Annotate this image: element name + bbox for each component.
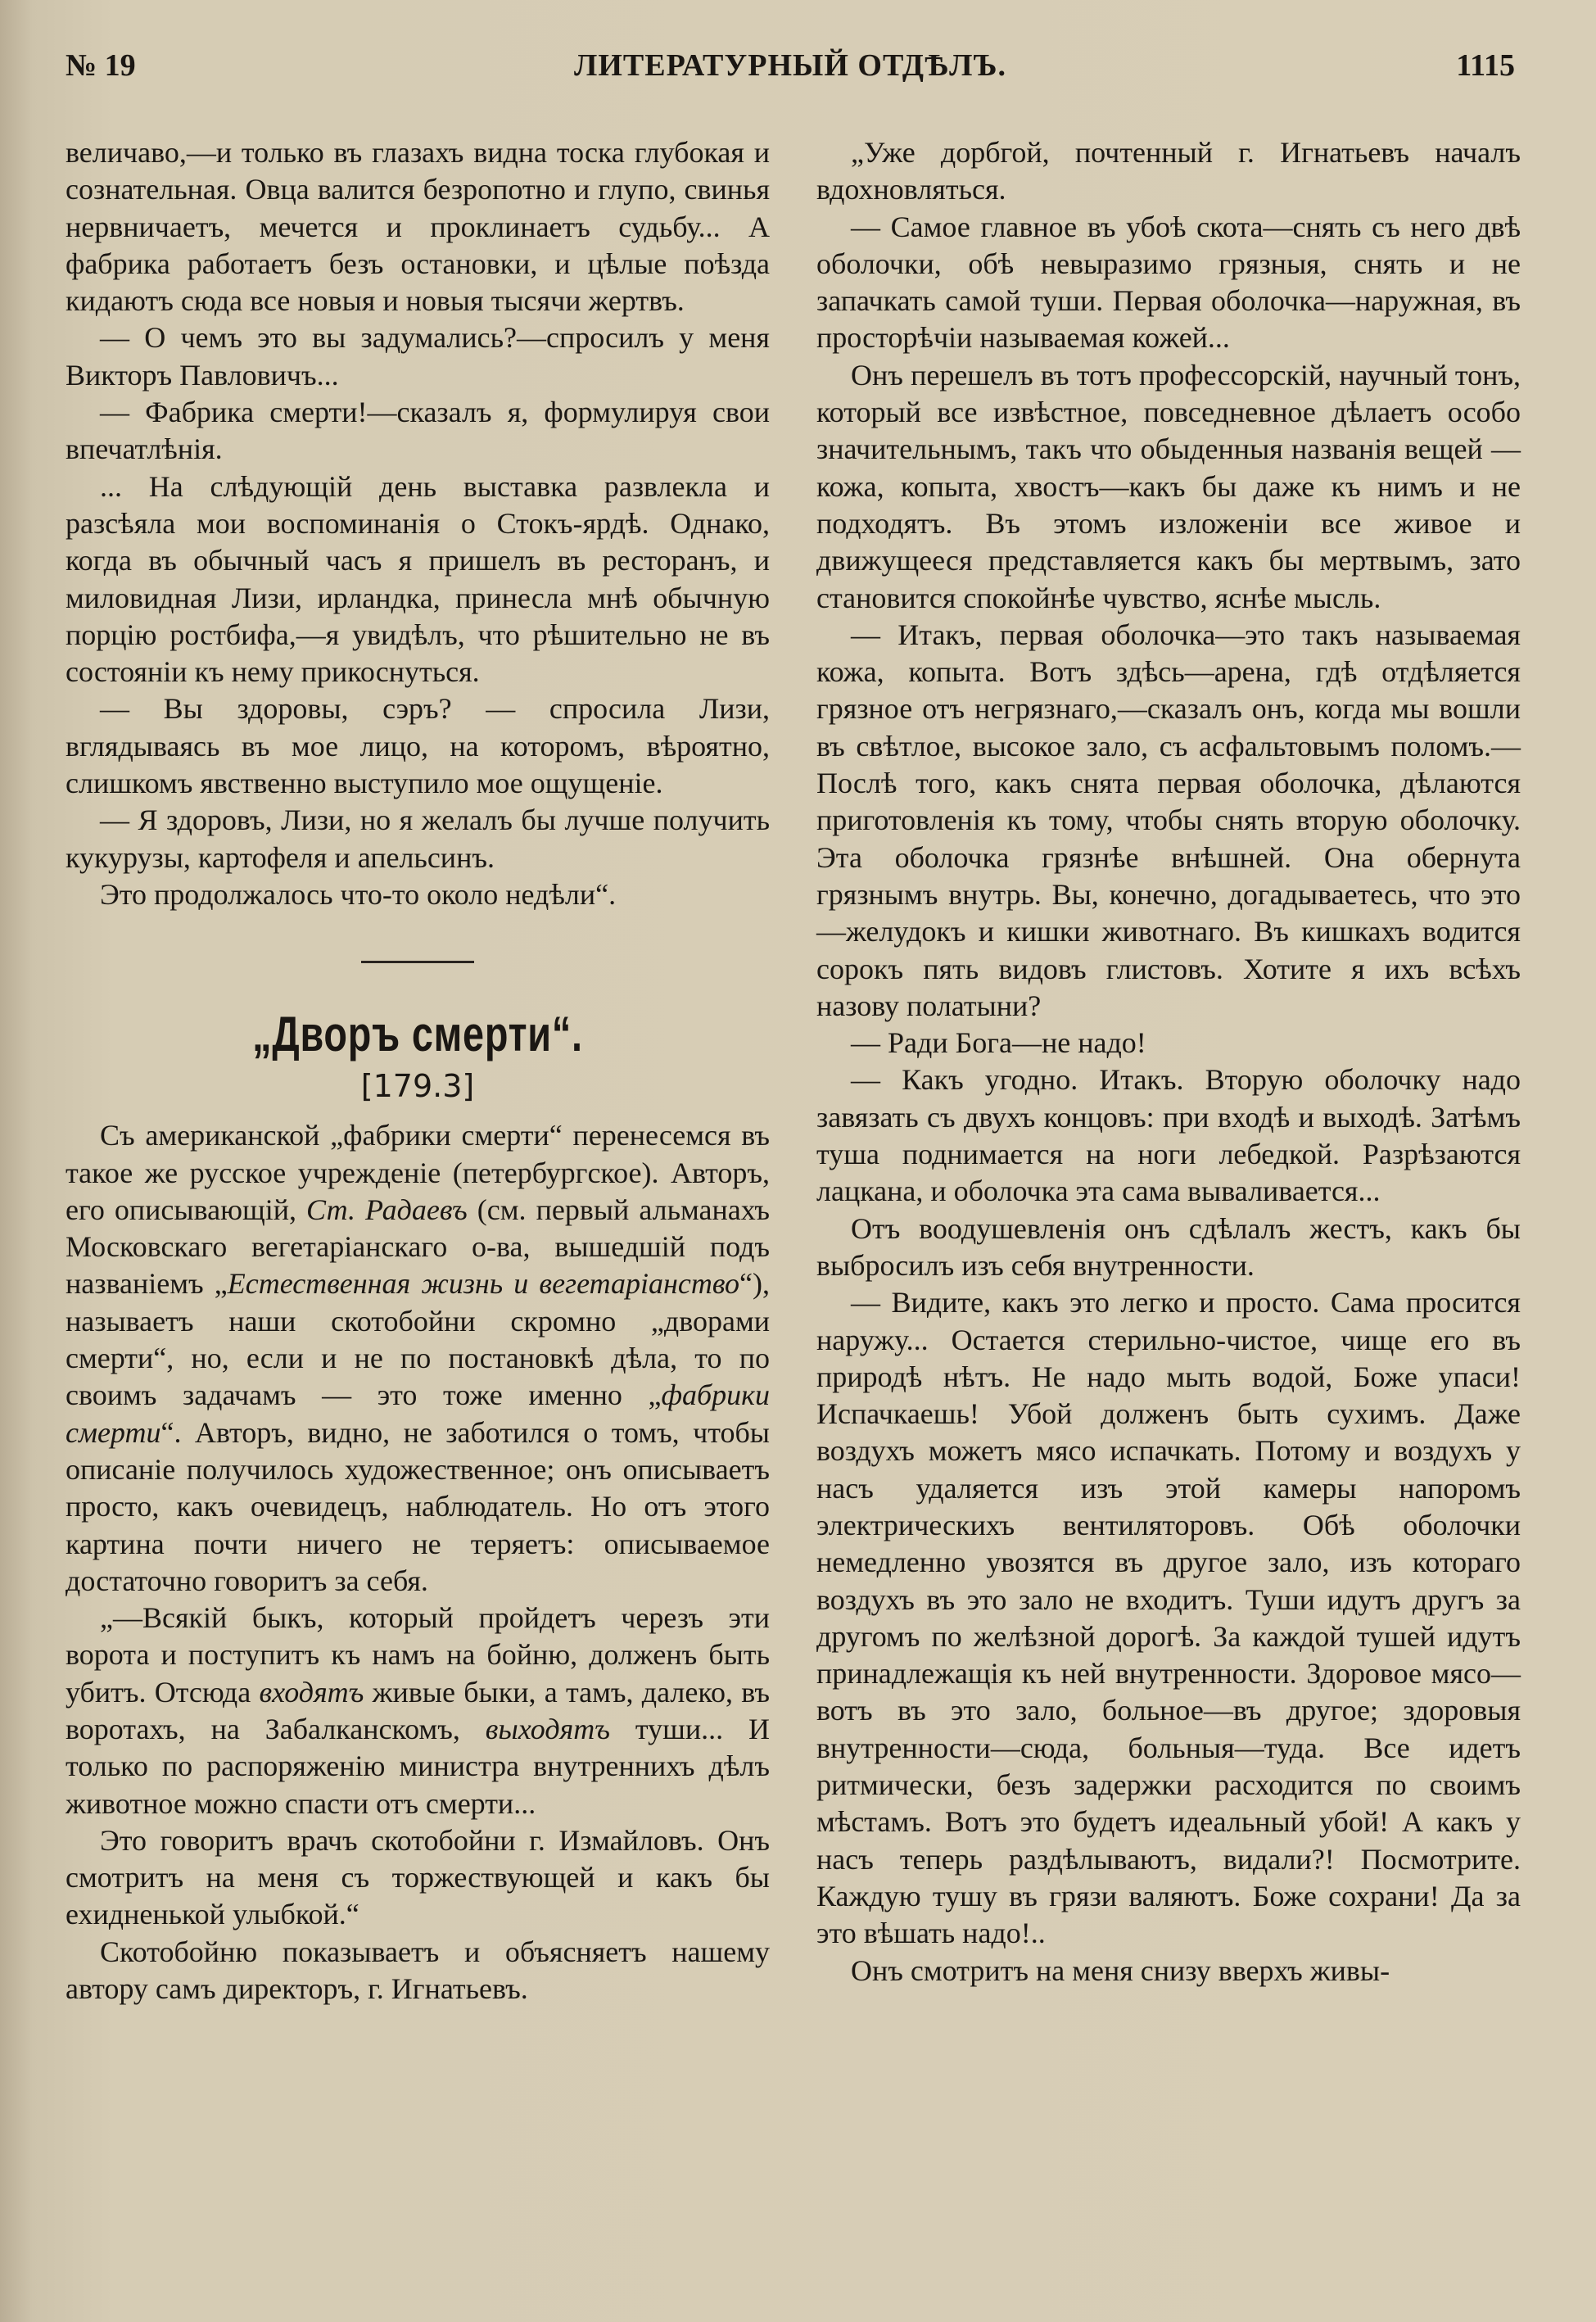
paragraph: — Какъ угодно. Итакъ. Вторую оболочку надо завязать съ двухъ концовъ: при входѣ и выходѣ. Затѣмъ туша поднимается на ноги лебедкой. Разрѣзаются лацкана, и оболочка эта сама вываливается... [816,1063,1521,1208]
paragraph: Скотобойню показываетъ и объясняетъ нашему автору самъ директоръ, г. Игнатьевъ. [66,1935,770,2006]
text-run: (см. первый альманахъ Московскаго вегетаріанскаго о-ва, вышедшій подъ названіемъ „ [66,1193,771,1301]
paragraph: величаво,—и только въ глазахъ видна тоска глубокая и сознательная. Овца валится безропотно и глупо, свинья нервничаетъ, мечется и проклинаетъ судьбу... А фабрика работаетъ безъ остановки, и цѣлые поѣзда кидаютъ сюда все новыя и новыя тысячи жертвъ. [66,136,770,318]
paragraph: — О чемъ это вы задумались?—спросилъ у меня Викторъ Павловичъ... [66,321,770,392]
paragraph: Это продолжалось что-то около недѣли“. [100,877,617,911]
issue-number: № 19 [66,48,136,83]
paragraph: Онъ перешелъ въ тотъ профессорскій, научный тонъ, который все извѣстное, повседневное дѣлаетъ особо значительнымъ, такъ что обыденныя названія вещей — кожа, копыта, хвостъ—какъ бы даже къ нимъ и не подходятъ. Въ этомъ изложеніи все живое и движущееся представляется какъ бы мертвымъ, зато становится спокойнѣе чувство, яснѣе мысль. [816,358,1521,614]
page-number: 1115 [1456,48,1515,83]
paragraph: Онъ смотритъ на меня снизу вверхъ живы- [851,1953,1390,1987]
paragraph: Это говоритъ врачъ скотобойни г. Измайловъ. Онъ смотритъ на меня съ торжествующей и какъ бы ехидненькой улыбкой.“ [66,1823,770,1931]
paragraph: — Вы здоровы, сэръ? — спросила Лизи, вглядываясь въ мое лицо, на которомъ, вѣроятно, слишкомъ явственно выступило мое ощущеніе. [66,692,770,800]
text-run: живые быки, а тамъ, далеко, въ воротахъ, на Забалканскомъ, [66,1675,770,1745]
text-run: “. Авторъ, видно, не заботился о томъ, чтобы описаніе получилось художественное; онъ описываетъ просто, какъ очевидецъ, наблюдатель. Но отъ этого картина почти ничего не теряетъ: описываемое достаточно говоритъ за себя. [66,1415,770,1597]
section-running-title: ЛИТЕРАТУРНЫЙ ОТДѢЛЪ. [574,48,1006,83]
right-column [816,134,1521,1989]
section-divider [361,961,474,963]
paragraph: — Итакъ, первая оболочка—это такъ называемая кожа, копыта. Вотъ здѣсь—арена, гдѣ отдѣляется грязное отъ негрязнаго,—сказалъ онъ, когда мы вошли въ свѣтлое, высокое зало, съ асфальтовымъ поломъ.—Послѣ того, какъ снята первая оболочка, дѣлаются приготовленія къ тому, чтобы снять вторую оболочку. Эта оболочка грязнѣе внѣшней. Она обернута грязнымъ внутрь. Вы, конечно, догадываетесь, что это—желудокъ и кишки животнаго. Въ кишкахъ водится сорокъ пять видовъ глистовъ. Хотите я ихъ всѣхъ назову полатыни? [816,618,1521,1022]
paragraph: ... На слѣдующій день выставка развлекла и разсѣяла мои воспоминанія о Стокъ-ярдѣ. Однако, когда въ обычный часъ я пришелъ въ ресторанъ, и миловидная Лизи, ирландка, принесла мнѣ обычную порцію ростбифа,—я увидѣлъ, что рѣшительно не въ состояніи къ нему прикоснуться. [66,469,770,689]
emphasis: выходятъ [485,1712,610,1745]
paragraph: — Самое главное въ убоѣ скота—снять съ него двѣ оболочки, обѣ невыразимо грязныя, снять и не запачкать самой туши. Первая оболочка—наружная, въ просторѣчіи называемая кожей... [816,210,1521,355]
paragraph: „Уже дорбгой, почтенный г. Игнатьевъ началъ вдохновляться. [816,136,1521,206]
text-run: „—Всякій быкъ, который пройдетъ черезъ эти ворота и поступитъ къ намъ на бойню, долженъ быть убитъ. Отсюда [66,1601,770,1709]
paragraph: — Я здоровъ, Лизи, но я желалъ бы лучше получить кукурузы, картофеля и апельсинъ. [66,803,770,874]
text-run: “), называетъ наши скотобойни скромно „дворами смерти“, но, если и не по постановкѣ дѣла, то по своимъ задачамъ — это тоже именно „ [66,1267,770,1412]
section-code: [179.3] [360,1068,475,1105]
text-run: туши... И только по распоряженію министра внутреннихъ дѣлъ животное можно спасти отъ смерти... [66,1712,770,1820]
emphasis: фабрики смерти [66,1378,770,1449]
text-run: Съ американской „фабрики смерти“ перенесемся въ такое же русское учрежденіе (петербургское). Авторъ, его описывающій, [66,1119,770,1226]
running-head [66,48,1515,97]
left-column [66,134,770,2007]
emphasis: входятъ [259,1675,364,1709]
author-name: Ст. Радаевъ [306,1193,468,1226]
paragraph: — Видите, какъ это легко и просто. Сама просится наружу... Остается стерильно-чистое, чище его въ природѣ нѣтъ. Не надо мыть водой, Боже упаси! Испачкаешь! Убой долженъ быть сухимъ. Даже воздухъ можетъ мясо испачкать. Потому и воздухъ у насъ удаляется изъ этой камеры напоромъ электрическихъ вентиляторовъ. Обѣ оболочки немедленно увозятся въ другое зало, изъ котораго воздухъ въ это зало не входитъ. Туши идутъ другъ за другомъ по желѣзной дорогѣ. За каждой тушей идутъ принадлежащія къ ней внутренности. Здоровое мясо—вотъ въ это зало, больное—въ другое; здоровыя внутренности—сюда, больныя—туда. Все идетъ ритмически, безъ задержки расходится по своимъ мѣстамъ. Вотъ это будетъ идеальный убой! А какъ у насъ теперь раздѣлываютъ, видали?! Посмотрите. Каждую тушу въ грязи валяютъ. Боже сохрани! Да за это вѣшать надо!.. [816,1286,1521,1950]
intro-paragraph [66,1117,770,1600]
paragraph: — Ради Бога—не надо! [851,1026,1146,1060]
section-heading: „Дворъ смерти“. [252,1007,583,1062]
paragraph: Отъ воодушевленія онъ сдѣлалъ жестъ, какъ бы выбросилъ изъ себя внутренности. [816,1211,1521,1282]
quote-paragraph [66,1600,770,1822]
paragraph: — Фабрика смерти!—сказалъ я, формулируя свои впечатлѣнія. [66,396,770,466]
almanac-title: Естественная жизнь и вегетаріанство [227,1267,740,1301]
